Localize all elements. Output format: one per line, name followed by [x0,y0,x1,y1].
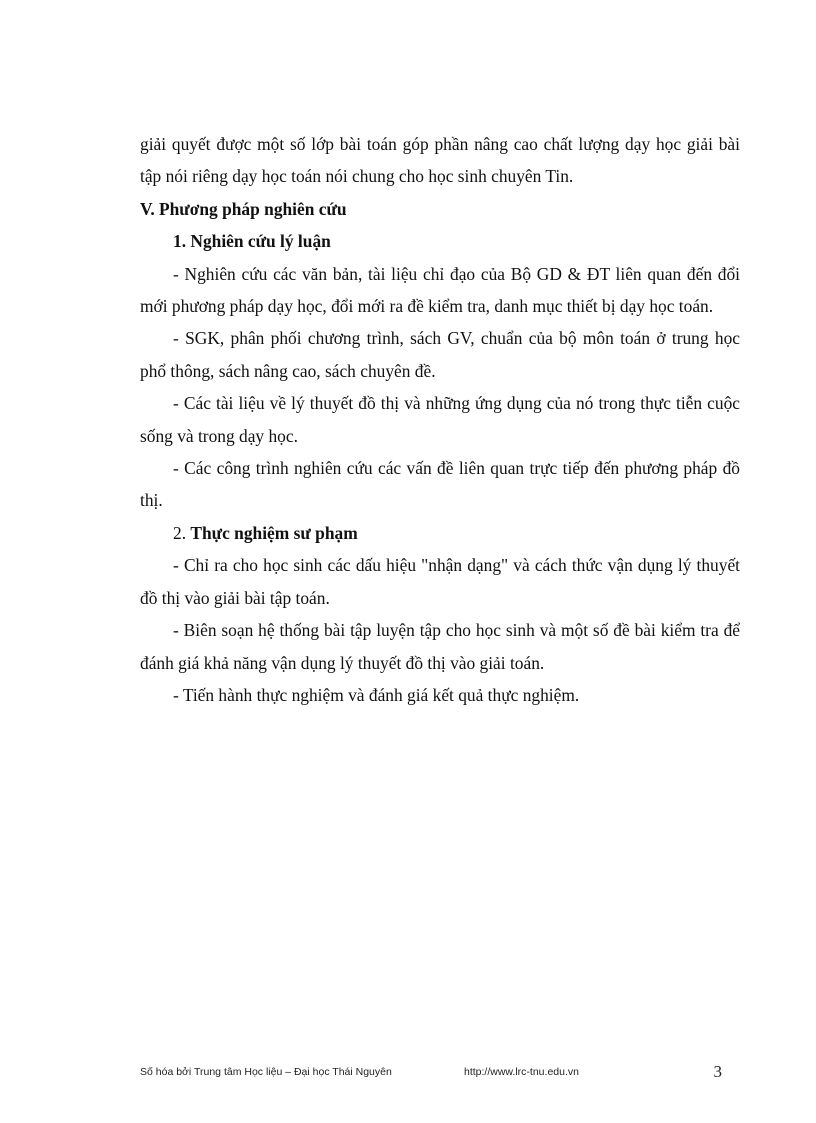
subsection-1-item: - Các tài liệu về lý thuyết đồ thị và những ứng dụng của nó trong thực tiễn cuộc sống và trong dạy học. [140,393,740,446]
intro-paragraph: giải quyết được một số lớp bài toán góp phần nâng cao chất lượng dạy học giải bài tập nói riêng dạy học toán nói chung cho học sinh chuyên Tin. [140,134,740,187]
section-heading: V. Phương pháp nghiên cứu [140,198,347,219]
subsection-2-number: 2. [173,522,187,543]
subsection-1-item: - Các công trình nghiên cứu các vấn đề liên quan trực tiếp đến phương pháp đồ thị. [140,458,740,511]
subsection-2-title: Thực nghiệm sư phạm [190,522,358,543]
footer-url: http://www.lrc-tnu.edu.vn [464,1066,579,1078]
footer-source: Số hóa bởi Trung tâm Học liệu – Đại học Thái Nguyên [140,1066,392,1078]
subsection-1-item: - SGK, phân phối chương trình, sách GV, chuẩn của bộ môn toán ở trung học phổ thông, sách nâng cao, sách chuyên đề. [140,328,740,381]
page-footer [140,1062,722,1086]
subsection-2-item: - Tiến hành thực nghiệm và đánh giá kết quả thực nghiệm. [173,684,580,705]
subsection-2-heading [140,517,740,549]
page-number: 3 [713,1062,722,1081]
subsection-1-heading: 1. Nghiên cứu lý luận [173,231,331,252]
subsection-2-item: - Chỉ ra cho học sinh các dấu hiệu "nhận dạng" và cách thức vận dụng lý thuyết đồ thị vào giải bài tập toán. [140,555,740,608]
page-content [140,128,740,711]
subsection-1-item: - Nghiên cứu các văn bản, tài liệu chỉ đạo của Bộ GD & ĐT liên quan đến đổi mới phương pháp dạy học, đổi mới ra đề kiểm tra, danh mục thiết bị dạy học toán. [140,263,740,317]
subsection-2-item: - Biên soạn hệ thống bài tập luyện tập cho học sinh và một số đề bài kiểm tra để đánh giá khả năng vận dụng lý thuyết đồ thị vào giải toán. [140,620,740,673]
